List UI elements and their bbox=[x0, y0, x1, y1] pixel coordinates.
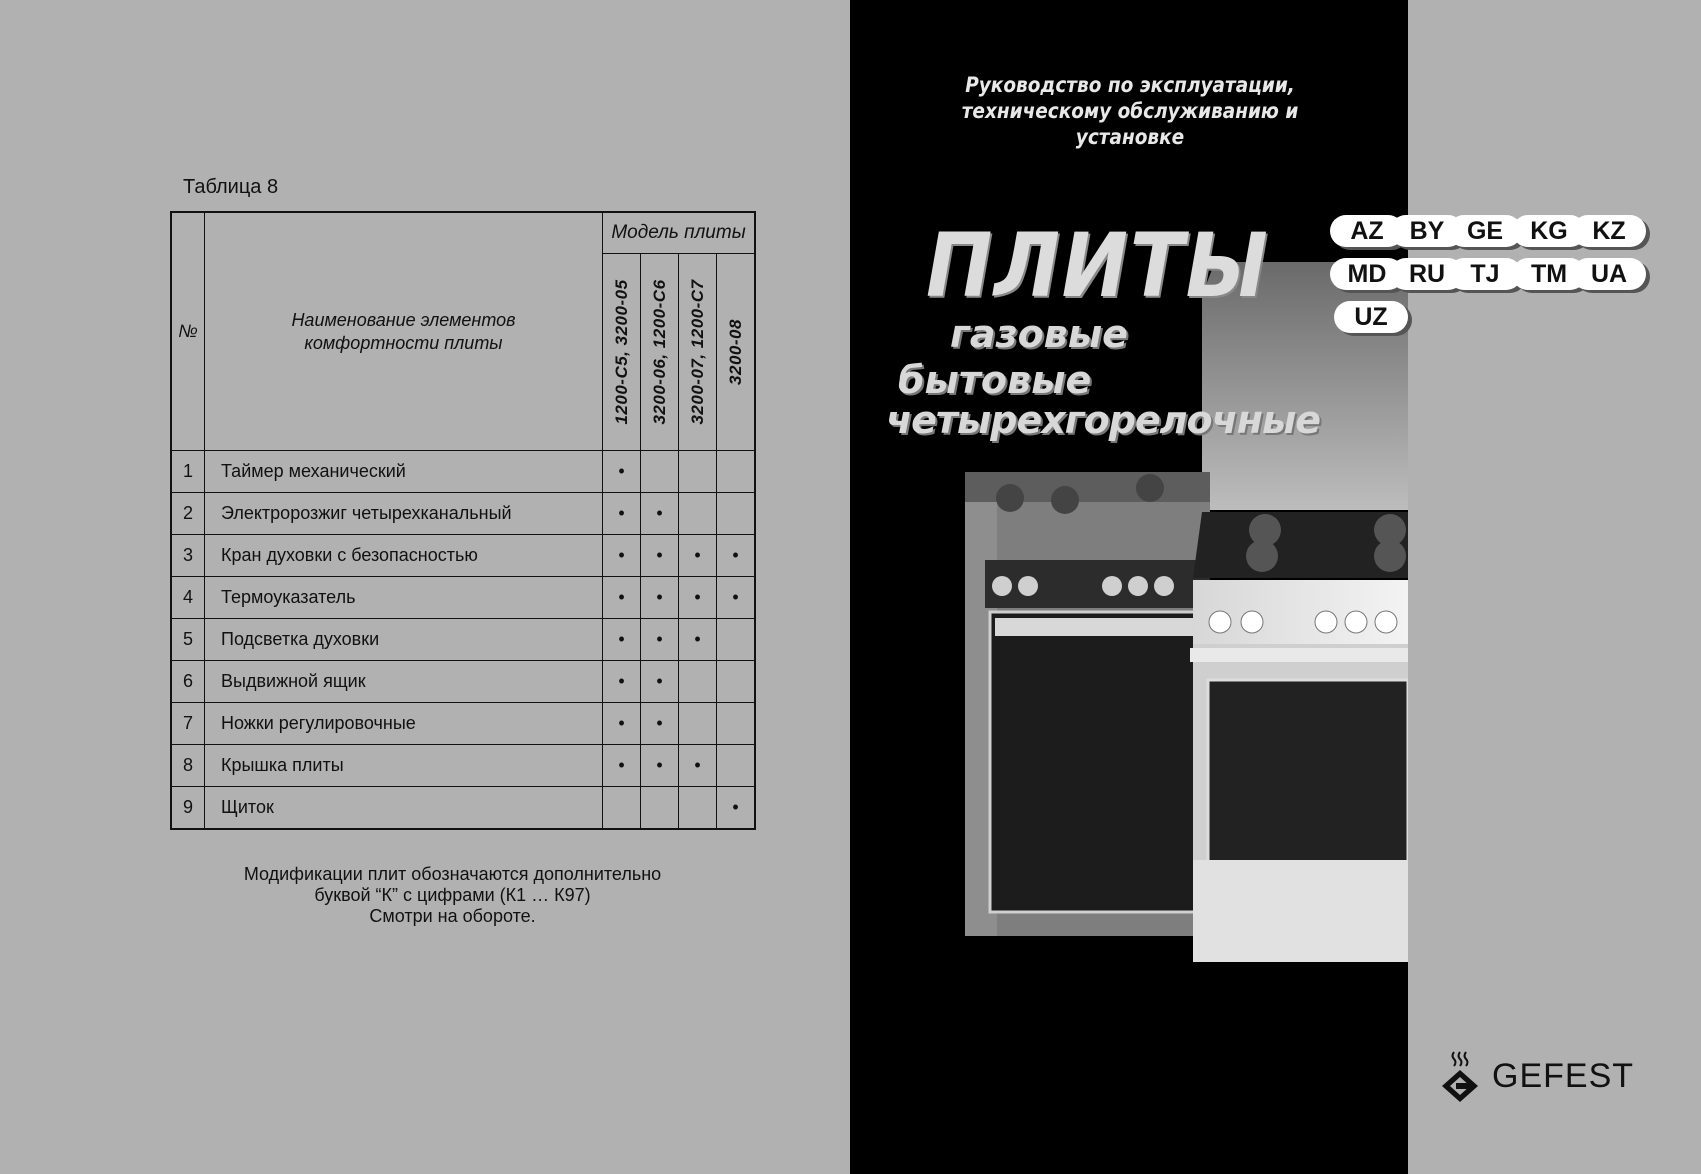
row-num: 1 bbox=[171, 451, 205, 493]
row-num: 5 bbox=[171, 619, 205, 661]
row-mark bbox=[717, 661, 756, 703]
brand-name: GEFEST bbox=[1492, 1056, 1635, 1095]
row-mark bbox=[641, 787, 679, 830]
table-row bbox=[171, 661, 755, 703]
left-page bbox=[0, 0, 850, 1174]
row-mark bbox=[679, 661, 717, 703]
row-mark: • bbox=[603, 451, 641, 493]
row-mark: • bbox=[641, 745, 679, 787]
header-name-text: Наименование элементов комфортности плиты bbox=[291, 309, 516, 353]
row-name: Термоуказатель bbox=[205, 577, 603, 619]
row-num: 8 bbox=[171, 745, 205, 787]
model-col-4 bbox=[717, 254, 756, 451]
table-row bbox=[171, 787, 755, 830]
row-mark bbox=[679, 451, 717, 493]
row-mark: • bbox=[679, 577, 717, 619]
row-mark: • bbox=[717, 535, 756, 577]
row-name: Выдвижной ящик bbox=[205, 661, 603, 703]
row-mark bbox=[679, 703, 717, 745]
row-num: 3 bbox=[171, 535, 205, 577]
model-label: 3200-08 bbox=[725, 319, 745, 385]
country-badge: UZ bbox=[1334, 301, 1408, 333]
country-badge: KZ bbox=[1572, 215, 1646, 247]
row-mark bbox=[717, 703, 756, 745]
row-mark: • bbox=[603, 535, 641, 577]
cover-page bbox=[850, 0, 1408, 1174]
row-mark bbox=[717, 493, 756, 535]
row-name: Кран духовки с безопасностью bbox=[205, 535, 603, 577]
table-caption: Таблица 8 bbox=[183, 176, 279, 198]
row-mark bbox=[679, 787, 717, 830]
model-label: 1200-С5, 3200-05 bbox=[611, 279, 631, 425]
country-badge: UA bbox=[1572, 258, 1646, 290]
header-name bbox=[205, 212, 603, 451]
cover-subtitle-household: бытовые bbox=[898, 358, 1092, 402]
row-mark bbox=[717, 745, 756, 787]
table-row bbox=[171, 703, 755, 745]
model-col-1 bbox=[603, 254, 641, 451]
table-row bbox=[171, 451, 755, 493]
row-mark: • bbox=[641, 619, 679, 661]
row-mark: • bbox=[679, 745, 717, 787]
model-label: 3200-07, 1200-С7 bbox=[687, 279, 707, 425]
row-mark bbox=[603, 787, 641, 830]
cover-product-title: ПЛИТЫ bbox=[926, 214, 1270, 317]
cover-title-line: техническому обслуживанию и установке bbox=[961, 99, 1299, 149]
note-line: Смотри на обороте. bbox=[369, 906, 536, 926]
cover-subtitle-four-burner: четырехгорелочные bbox=[886, 398, 1321, 442]
modification-note bbox=[170, 864, 735, 927]
country-badge: RU bbox=[1390, 258, 1464, 290]
row-mark: • bbox=[641, 493, 679, 535]
model-col-3 bbox=[679, 254, 717, 451]
note-line: буквой “К” с цифрами (К1 … К97) bbox=[314, 885, 591, 905]
header-model: Модель плиты bbox=[603, 212, 756, 254]
row-num: 6 bbox=[171, 661, 205, 703]
country-badge: AZ bbox=[1330, 215, 1404, 247]
country-badge: GE bbox=[1448, 215, 1522, 247]
flame-diamond-icon bbox=[1440, 1050, 1480, 1102]
stoves-illustration bbox=[850, 0, 1408, 1174]
table-row bbox=[171, 535, 755, 577]
country-badge: TJ bbox=[1448, 258, 1522, 290]
row-mark: • bbox=[603, 619, 641, 661]
row-mark: • bbox=[717, 577, 756, 619]
features-table bbox=[170, 211, 756, 830]
row-mark: • bbox=[641, 703, 679, 745]
row-mark: • bbox=[679, 535, 717, 577]
back-panel bbox=[1408, 0, 1701, 1174]
header-num: № bbox=[171, 212, 205, 451]
row-num: 4 bbox=[171, 577, 205, 619]
row-name: Подсветка духовки bbox=[205, 619, 603, 661]
row-num: 7 bbox=[171, 703, 205, 745]
row-mark: • bbox=[717, 787, 756, 830]
row-mark: • bbox=[603, 661, 641, 703]
row-mark: • bbox=[641, 535, 679, 577]
country-badge: BY bbox=[1390, 215, 1464, 247]
cover-subtitle-gas: газовые bbox=[950, 312, 1128, 356]
note-line: Модификации плит обозначаются дополнительно bbox=[243, 864, 662, 884]
row-name: Крышка плиты bbox=[205, 745, 603, 787]
model-col-2 bbox=[641, 254, 679, 451]
row-mark: • bbox=[603, 745, 641, 787]
row-mark: • bbox=[641, 661, 679, 703]
country-badge: TM bbox=[1512, 258, 1586, 290]
row-mark: • bbox=[603, 493, 641, 535]
row-num: 9 bbox=[171, 787, 205, 830]
row-name: Ножки регулировочные bbox=[205, 703, 603, 745]
country-badge: KG bbox=[1512, 215, 1586, 247]
row-mark: • bbox=[603, 577, 641, 619]
row-mark bbox=[717, 451, 756, 493]
table-row bbox=[171, 619, 755, 661]
cover-title-line: Руководство по эксплуатации, bbox=[965, 73, 1295, 97]
row-mark bbox=[641, 451, 679, 493]
row-num: 2 bbox=[171, 493, 205, 535]
table-row bbox=[171, 745, 755, 787]
row-name: Таймер механический bbox=[205, 451, 603, 493]
row-mark: • bbox=[603, 703, 641, 745]
row-mark bbox=[679, 493, 717, 535]
country-badge: MD bbox=[1330, 258, 1404, 290]
row-mark: • bbox=[679, 619, 717, 661]
brand-logo bbox=[1440, 1050, 1634, 1102]
table-row bbox=[171, 577, 755, 619]
table-row bbox=[171, 493, 755, 535]
row-mark bbox=[717, 619, 756, 661]
row-name: Электророзжиг четырехканальный bbox=[205, 493, 603, 535]
model-label: 3200-06, 1200-С6 bbox=[649, 279, 669, 425]
row-name: Щиток bbox=[205, 787, 603, 830]
row-mark: • bbox=[641, 577, 679, 619]
